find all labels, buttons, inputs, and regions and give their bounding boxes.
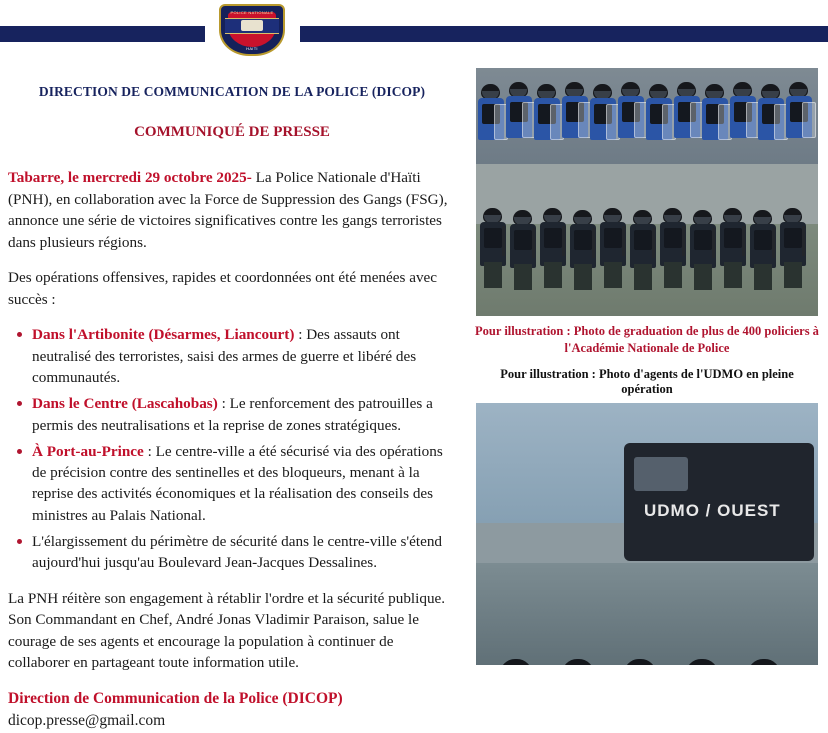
document-body (0, 62, 828, 730)
header-bar-right (300, 26, 828, 42)
text-column (0, 62, 468, 733)
list-item-text: : Le centre-ville a été sécurisé via des opérations de précision contre des sentinelles et des bloqueurs, menant à la reprise des activités économiques et la réalisation des conseils des ministres au Palais National. (32, 442, 443, 524)
intro-paragraph (8, 167, 456, 253)
list-item (30, 441, 456, 526)
crest-top-text: POLICE NATIONALE (230, 10, 274, 15)
intro-text: La Police Nationale d'Haïti (PNH), en collaboration avec la Force de Suppression des Gangs (FSG), annonce une série de victoires significatives contre les gangs terroristes dans plusieurs régions. (8, 169, 448, 251)
list-item-highlight: Dans le Centre (Lascahobas) (32, 395, 218, 413)
document-header (0, 0, 828, 62)
header-bar-left (0, 26, 205, 42)
list-item-highlight: Dans l'Artibonite (Désarmes, Liancourt) (32, 326, 295, 344)
photo-graduation-caption: Pour illustration : Photo de graduation de plus de 400 policiers à l'Académie Nationale de Police (475, 324, 819, 355)
media-column (468, 62, 828, 667)
organization-title: DIRECTION DE COMMUNICATION DE LA POLICE (DICOP) (38, 84, 426, 99)
page-title: COMMUNIQUÉ DE PRESSE (134, 124, 330, 140)
list-item (30, 531, 456, 574)
list-item-text: : Des assauts ont neutralisé des terroristes, saisi des armes de guerre et libéré des communautés. (32, 326, 417, 387)
udmo-vehicle-label: UDMO / OUEST (644, 500, 781, 520)
operations-list (8, 324, 456, 573)
dateline: Tabarre, le mercredi 29 octobre 2025- (8, 169, 252, 186)
closing-paragraph: La PNH réitère son engagement à rétablir l'ordre et la sécurité publique. Son Commandant en Chef, André Jonas Vladimir Paraison, salue le courage de ses agents et encourage la population à continuer de collaborer en partageant toute information utile. (8, 589, 446, 672)
udmo-vehicle (624, 443, 814, 561)
contact-email[interactable]: dicop.presse@gmail.com (8, 712, 166, 730)
list-item (30, 324, 456, 388)
list-item-text: L'élargissement du périmètre de sécurité dans le centre-ville s'étend aujourd'hui jusqu'au Boulevard Jean-Jacques Dessalines. (32, 533, 443, 572)
photo-udmo-caption: Pour illustration : Photo d'agents de l'UDMO en pleine opération (500, 366, 794, 396)
list-item-highlight: À Port-au-Prince (32, 442, 144, 460)
photo-agents-udmo (474, 401, 820, 667)
list-item-text: : Le renforcement des patrouilles a permis des neutralisations et la reprise de zones stratégiques. (32, 395, 433, 434)
photo-graduation-policiers (474, 66, 820, 318)
signature-block (8, 688, 456, 733)
list-item (30, 393, 456, 436)
crest-bottom-text: HAITI (246, 46, 258, 51)
signature-line: Direction de Communication de la Police (DICOP) (8, 689, 343, 707)
pnh-crest-icon (205, 4, 300, 62)
lead-paragraph: Des opérations offensives, rapides et coordonnées ont été menées avec succès : (8, 269, 438, 308)
